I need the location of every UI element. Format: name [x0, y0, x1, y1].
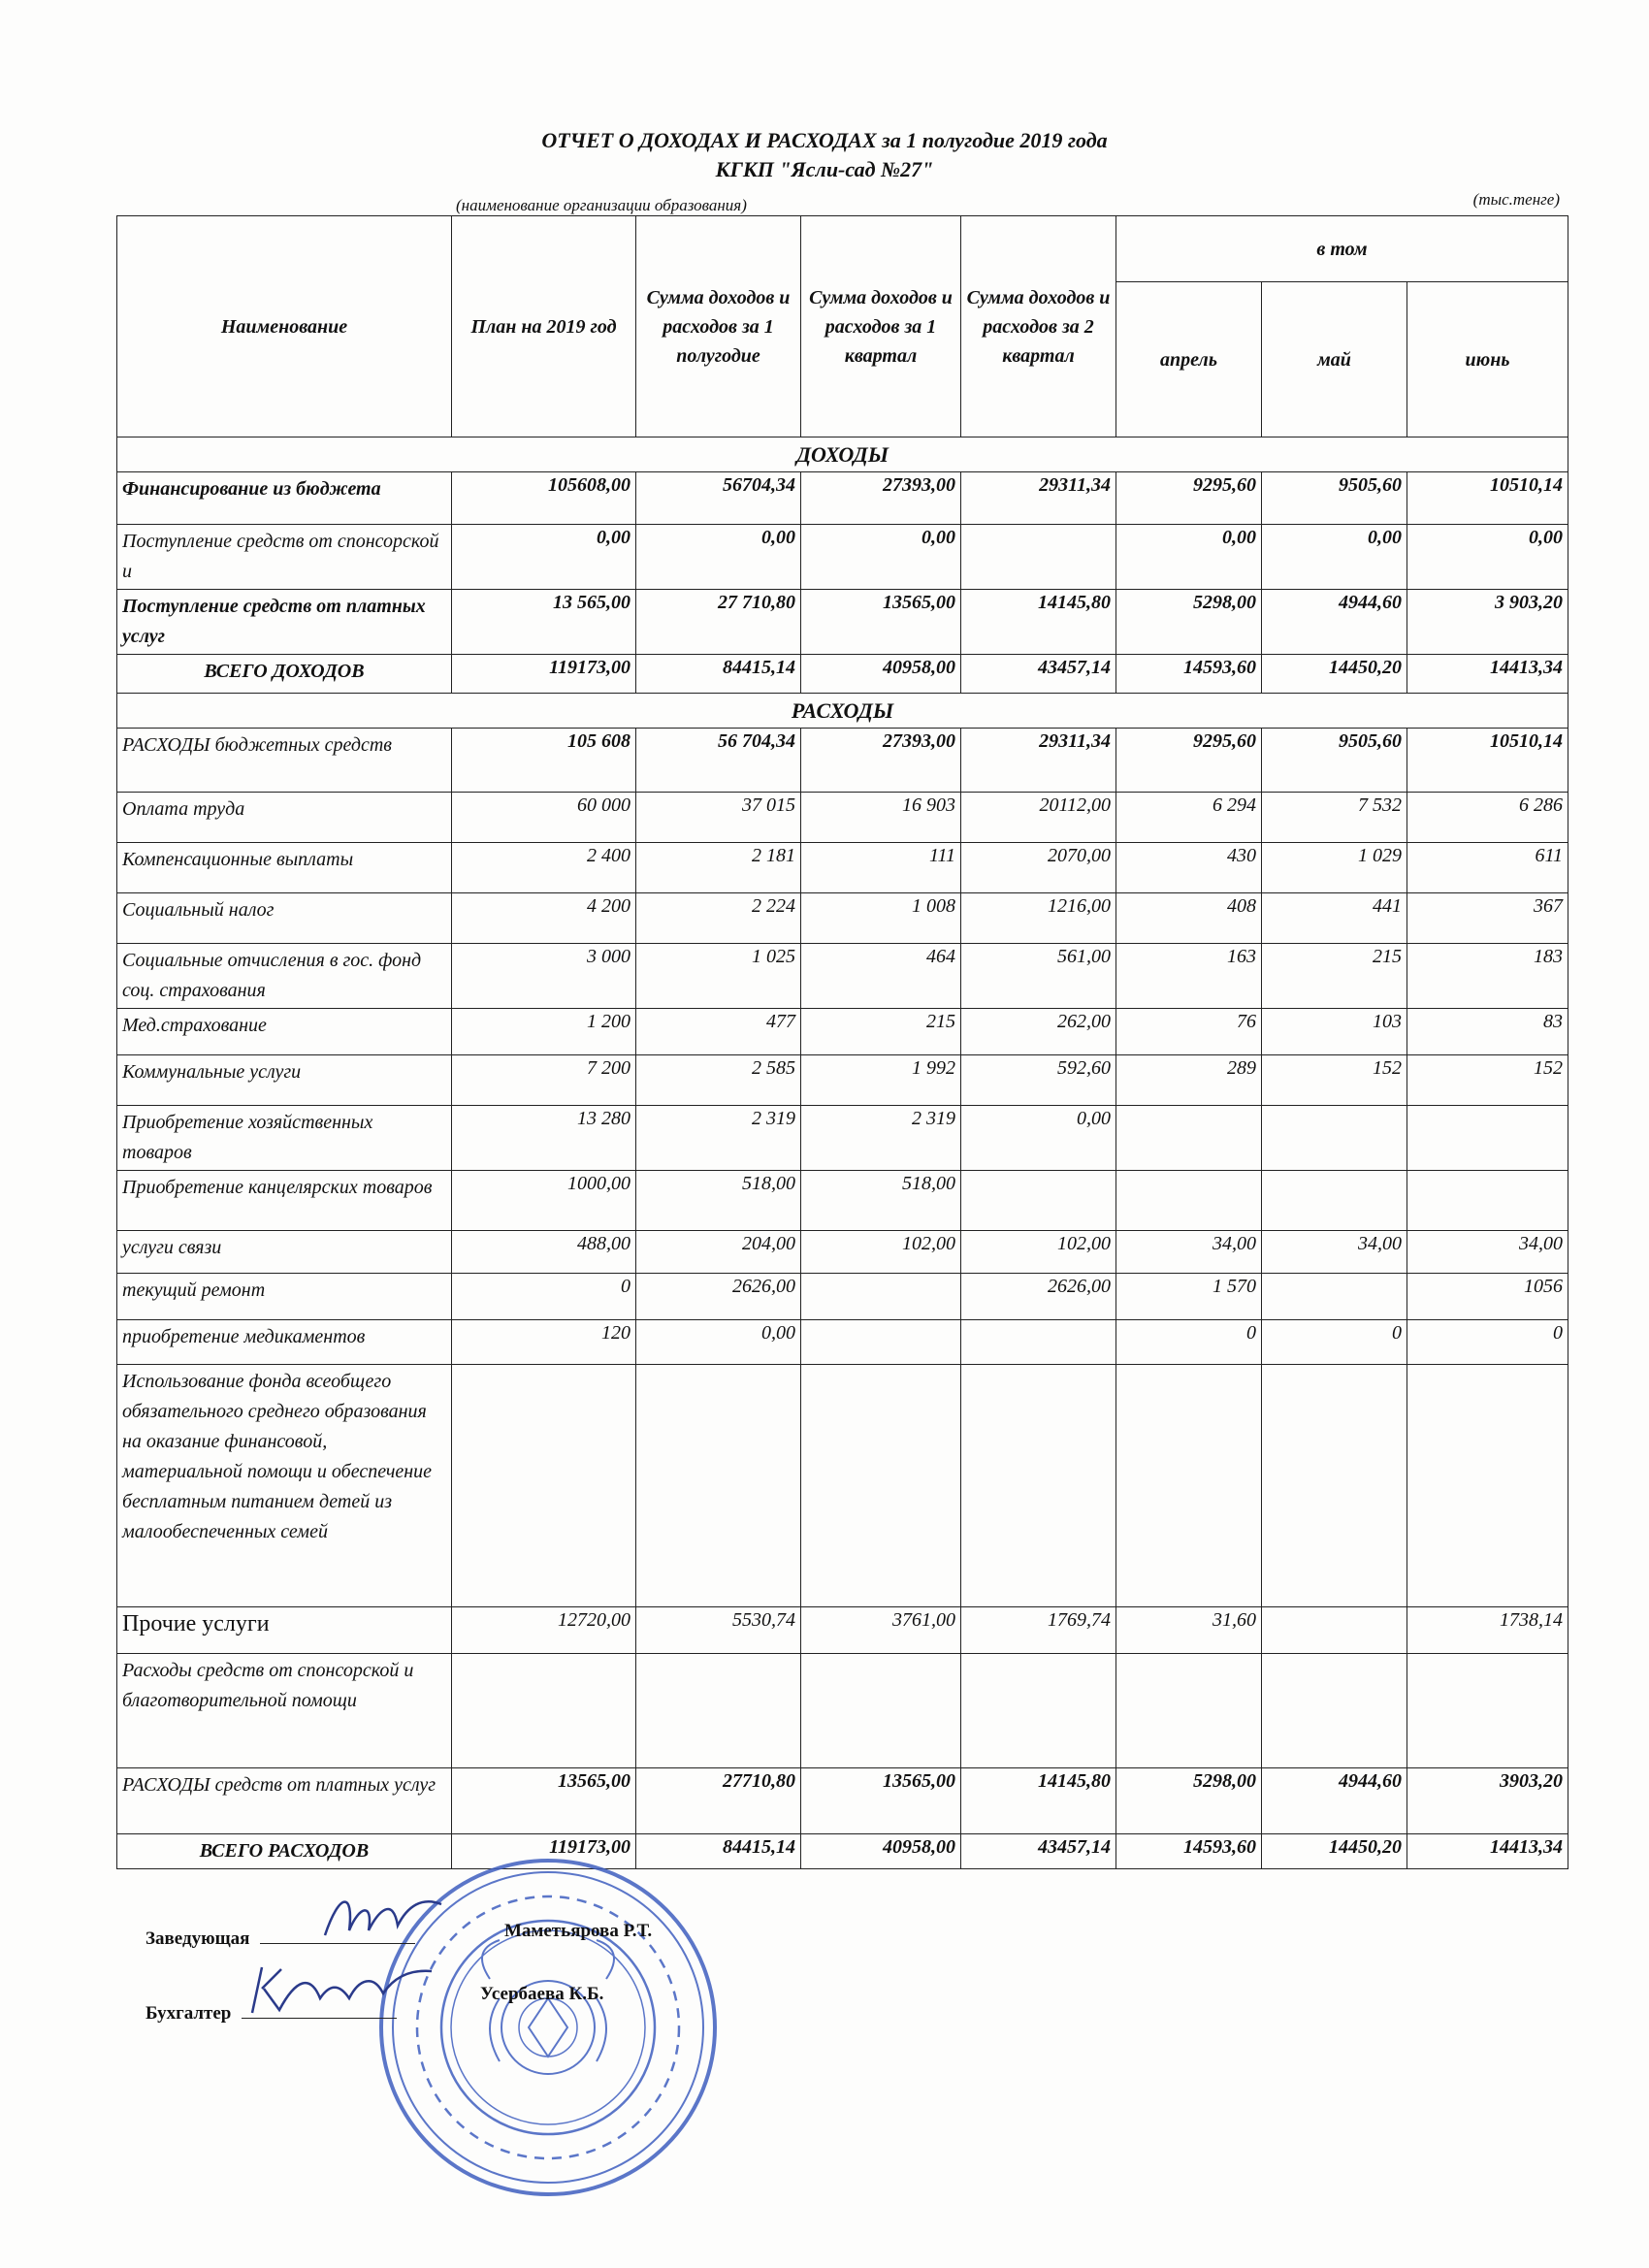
col-header-june: июнь	[1407, 282, 1568, 437]
cell-april: 430	[1116, 843, 1262, 893]
cell-plan	[452, 1365, 636, 1607]
cell-q2: 102,00	[961, 1231, 1116, 1274]
cell-april: 76	[1116, 1009, 1262, 1055]
cell-q1: 464	[801, 944, 961, 1009]
cell-q1: 111	[801, 843, 961, 893]
cell-june: 152	[1407, 1055, 1568, 1106]
cell-june	[1407, 1365, 1568, 1607]
head-signature	[320, 1887, 446, 1945]
row-name: Приобретение канцелярских товаров	[117, 1171, 452, 1231]
cell-april: 9295,60	[1116, 472, 1262, 525]
cell-q1: 40958,00	[801, 1834, 961, 1869]
cell-half-year: 0,00	[636, 525, 801, 590]
cell-q1	[801, 1654, 961, 1768]
cell-may: 215	[1262, 944, 1407, 1009]
cell-q2: 29311,34	[961, 472, 1116, 525]
cell-may	[1262, 1274, 1407, 1320]
cell-q2: 29311,34	[961, 729, 1116, 793]
row-name: услуги связи	[117, 1231, 452, 1274]
cell-plan: 2 400	[452, 843, 636, 893]
row-name: текущий ремонт	[117, 1274, 452, 1320]
cell-q1: 215	[801, 1009, 961, 1055]
cell-half-year: 0,00	[636, 1320, 801, 1365]
cell-plan: 119173,00	[452, 655, 636, 694]
cell-may	[1262, 1607, 1407, 1654]
cell-june: 10510,14	[1407, 729, 1568, 793]
row-name: Финансирование из бюджета	[117, 472, 452, 525]
cell-june: 611	[1407, 843, 1568, 893]
table-row	[117, 1106, 1568, 1171]
cell-q2	[961, 1654, 1116, 1768]
cell-half-year	[636, 1365, 801, 1607]
cell-q1: 102,00	[801, 1231, 961, 1274]
cell-may: 14450,20	[1262, 655, 1407, 694]
cell-plan: 13 280	[452, 1106, 636, 1171]
cell-june: 1738,14	[1407, 1607, 1568, 1654]
cell-half-year: 2 224	[636, 893, 801, 944]
cell-may: 9505,60	[1262, 472, 1407, 525]
cell-may: 0,00	[1262, 525, 1407, 590]
cell-q2	[961, 1320, 1116, 1365]
table-row	[117, 1231, 1568, 1274]
cell-april: 34,00	[1116, 1231, 1262, 1274]
cell-june: 0,00	[1407, 525, 1568, 590]
row-name: Компенсационные выплаты	[117, 843, 452, 893]
cell-june	[1407, 1106, 1568, 1171]
row-name: приобретение медикаментов	[117, 1320, 452, 1365]
cell-april	[1116, 1106, 1262, 1171]
cell-may: 34,00	[1262, 1231, 1407, 1274]
cell-plan: 120	[452, 1320, 636, 1365]
cell-april: 6 294	[1116, 793, 1262, 843]
table-row	[117, 793, 1568, 843]
cell-plan: 105608,00	[452, 472, 636, 525]
cell-june	[1407, 1654, 1568, 1768]
cell-april: 14593,60	[1116, 655, 1262, 694]
cell-may: 152	[1262, 1055, 1407, 1106]
row-name: Социальные отчисления в гос. фонд соц. страхования	[117, 944, 452, 1009]
cell-q1	[801, 1365, 961, 1607]
cell-half-year: 2 181	[636, 843, 801, 893]
cell-april	[1116, 1654, 1262, 1768]
table-row	[117, 1834, 1568, 1869]
cell-q1: 0,00	[801, 525, 961, 590]
cell-q1: 40958,00	[801, 655, 961, 694]
cell-q2	[961, 1365, 1116, 1607]
report-title-block	[0, 126, 1649, 184]
row-name: Поступление средств от платных услуг	[117, 590, 452, 655]
cell-half-year: 204,00	[636, 1231, 801, 1274]
table-row	[117, 1607, 1568, 1654]
cell-april: 9295,60	[1116, 729, 1262, 793]
table-row	[117, 843, 1568, 893]
cell-june	[1407, 1171, 1568, 1231]
cell-may	[1262, 1365, 1407, 1607]
cell-half-year: 84415,14	[636, 1834, 801, 1869]
cell-plan: 4 200	[452, 893, 636, 944]
cell-april: 14593,60	[1116, 1834, 1262, 1869]
section-expenses-heading: РАСХОДЫ	[117, 694, 1568, 729]
cell-april: 5298,00	[1116, 1768, 1262, 1834]
table-row	[117, 590, 1568, 655]
table-row	[117, 1768, 1568, 1834]
col-header-q1: Сумма доходов и расходов за 1 квартал	[801, 216, 961, 437]
cell-april: 289	[1116, 1055, 1262, 1106]
cell-q2	[961, 525, 1116, 590]
cell-q2: 2070,00	[961, 843, 1116, 893]
cell-april: 5298,00	[1116, 590, 1262, 655]
table-row	[117, 655, 1568, 694]
head-name: Маметьярова Р.Т.	[504, 1921, 653, 1941]
row-name: Коммунальные услуги	[117, 1055, 452, 1106]
cell-q2: 1769,74	[961, 1607, 1116, 1654]
cell-plan: 488,00	[452, 1231, 636, 1274]
table-row	[117, 1171, 1568, 1231]
cell-q2: 262,00	[961, 1009, 1116, 1055]
cell-april: 163	[1116, 944, 1262, 1009]
table-row	[117, 944, 1568, 1009]
cell-q2: 1216,00	[961, 893, 1116, 944]
cell-half-year: 5530,74	[636, 1607, 801, 1654]
cell-plan: 7 200	[452, 1055, 636, 1106]
cell-q1: 1 008	[801, 893, 961, 944]
cell-may: 441	[1262, 893, 1407, 944]
cell-plan: 60 000	[452, 793, 636, 843]
row-name: Мед.страхование	[117, 1009, 452, 1055]
cell-april: 0	[1116, 1320, 1262, 1365]
cell-may: 4944,60	[1262, 590, 1407, 655]
cell-may: 7 532	[1262, 793, 1407, 843]
cell-q1: 27393,00	[801, 729, 961, 793]
cell-q1: 27393,00	[801, 472, 961, 525]
cell-q2: 14145,80	[961, 1768, 1116, 1834]
cell-plan: 12720,00	[452, 1607, 636, 1654]
cell-q1: 1 992	[801, 1055, 961, 1106]
cell-june: 183	[1407, 944, 1568, 1009]
cell-q1: 13565,00	[801, 1768, 961, 1834]
section-income-heading: ДОХОДЫ	[117, 437, 1568, 472]
cell-may: 103	[1262, 1009, 1407, 1055]
cell-q2: 0,00	[961, 1106, 1116, 1171]
units-label: (тыс.тенге)	[1472, 190, 1560, 209]
table-row	[117, 472, 1568, 525]
cell-q2	[961, 1171, 1116, 1231]
cell-q1: 2 319	[801, 1106, 961, 1171]
cell-q1: 16 903	[801, 793, 961, 843]
cell-half-year: 27710,80	[636, 1768, 801, 1834]
accountant-name: Усербаева К.Б.	[480, 1984, 604, 2004]
cell-june: 1056	[1407, 1274, 1568, 1320]
cell-q1: 3761,00	[801, 1607, 961, 1654]
col-header-april: апрель	[1116, 282, 1262, 437]
organization-name: КГКП "Ясли-сад №27"	[715, 157, 934, 181]
col-header-name: Наименование	[117, 216, 452, 437]
cell-april	[1116, 1365, 1262, 1607]
table-row	[117, 1055, 1568, 1106]
cell-q1	[801, 1274, 961, 1320]
cell-june: 83	[1407, 1009, 1568, 1055]
cell-half-year	[636, 1654, 801, 1768]
row-name: ВСЕГО ДОХОДОВ	[117, 655, 452, 694]
cell-q2: 561,00	[961, 944, 1116, 1009]
cell-half-year: 477	[636, 1009, 801, 1055]
row-name: Прочие услуги	[117, 1607, 452, 1654]
cell-may: 14450,20	[1262, 1834, 1407, 1869]
cell-april: 0,00	[1116, 525, 1262, 590]
cell-q2: 20112,00	[961, 793, 1116, 843]
table-row	[117, 525, 1568, 590]
cell-june: 6 286	[1407, 793, 1568, 843]
cell-may: 4944,60	[1262, 1768, 1407, 1834]
accountant-signature	[242, 1960, 436, 2018]
table-row	[117, 1274, 1568, 1320]
cell-plan: 119173,00	[452, 1834, 636, 1869]
cell-plan: 13 565,00	[452, 590, 636, 655]
cell-may: 0	[1262, 1320, 1407, 1365]
table-row	[117, 1009, 1568, 1055]
cell-q1	[801, 1320, 961, 1365]
table-row	[117, 729, 1568, 793]
cell-plan: 13565,00	[452, 1768, 636, 1834]
cell-may: 9505,60	[1262, 729, 1407, 793]
cell-june: 14413,34	[1407, 1834, 1568, 1869]
head-label: Заведующая	[146, 1928, 250, 1949]
cell-june: 10510,14	[1407, 472, 1568, 525]
cell-q1: 518,00	[801, 1171, 961, 1231]
cell-may	[1262, 1106, 1407, 1171]
row-name: Расходы средств от спонсорской и благотворительной помощи	[117, 1654, 452, 1768]
cell-plan: 0,00	[452, 525, 636, 590]
row-name: Оплата труда	[117, 793, 452, 843]
report-title: ОТЧЕТ О ДОХОДАХ И РАСХОДАХ за 1 полугодие 2019 года	[541, 128, 1108, 152]
cell-half-year: 2 319	[636, 1106, 801, 1171]
cell-plan: 0	[452, 1274, 636, 1320]
col-header-plan: План на 2019 год	[452, 216, 636, 437]
cell-q2: 43457,14	[961, 655, 1116, 694]
row-name: Социальный налог	[117, 893, 452, 944]
row-name: ВСЕГО РАСХОДОВ	[117, 1834, 452, 1869]
cell-april	[1116, 1171, 1262, 1231]
cell-q2: 43457,14	[961, 1834, 1116, 1869]
organization-caption: (наименование организации образования)	[456, 196, 747, 214]
row-name: Использование фонда всеобщего обязательного среднего образования на оказание финансовой, материальной помощи и обеспечение бесплатным питанием детей из малообеспеченных семей	[117, 1365, 452, 1607]
cell-half-year: 518,00	[636, 1171, 801, 1231]
cell-q2: 2626,00	[961, 1274, 1116, 1320]
cell-half-year: 84415,14	[636, 655, 801, 694]
table-row	[117, 1654, 1568, 1768]
cell-q2: 14145,80	[961, 590, 1116, 655]
cell-half-year: 37 015	[636, 793, 801, 843]
cell-plan: 105 608	[452, 729, 636, 793]
row-name: РАСХОДЫ бюджетных средств	[117, 729, 452, 793]
cell-april: 31,60	[1116, 1607, 1262, 1654]
table-row	[117, 1320, 1568, 1365]
table-row	[117, 1365, 1568, 1607]
cell-plan: 3 000	[452, 944, 636, 1009]
cell-may	[1262, 1654, 1407, 1768]
cell-half-year: 2 585	[636, 1055, 801, 1106]
cell-april: 1 570	[1116, 1274, 1262, 1320]
cell-may: 1 029	[1262, 843, 1407, 893]
cell-june: 3 903,20	[1407, 590, 1568, 655]
cell-plan: 1000,00	[452, 1171, 636, 1231]
cell-plan	[452, 1654, 636, 1768]
row-name: Приобретение хозяйственных товаров	[117, 1106, 452, 1171]
cell-may	[1262, 1171, 1407, 1231]
row-name: Поступление средств от спонсорской и	[117, 525, 452, 590]
cell-june: 0	[1407, 1320, 1568, 1365]
cell-q1: 13565,00	[801, 590, 961, 655]
cell-half-year: 1 025	[636, 944, 801, 1009]
col-header-including: в том	[1116, 216, 1568, 282]
cell-half-year: 2626,00	[636, 1274, 801, 1320]
cell-june: 14413,34	[1407, 655, 1568, 694]
income-expense-table	[116, 215, 1568, 1869]
cell-half-year: 27 710,80	[636, 590, 801, 655]
table-row	[117, 893, 1568, 944]
cell-half-year: 56704,34	[636, 472, 801, 525]
row-name: РАСХОДЫ средств от платных услуг	[117, 1768, 452, 1834]
cell-q2: 592,60	[961, 1055, 1116, 1106]
col-header-q2: Сумма доходов и расходов за 2 квартал	[961, 216, 1116, 437]
cell-april: 408	[1116, 893, 1262, 944]
cell-half-year: 56 704,34	[636, 729, 801, 793]
col-header-half-year: Сумма доходов и расходов за 1 полугодие	[636, 216, 801, 437]
cell-june: 34,00	[1407, 1231, 1568, 1274]
col-header-may: май	[1262, 282, 1407, 437]
cell-plan: 1 200	[452, 1009, 636, 1055]
cell-june: 3903,20	[1407, 1768, 1568, 1834]
accountant-label: Бухгалтер	[146, 2003, 232, 2024]
cell-june: 367	[1407, 893, 1568, 944]
